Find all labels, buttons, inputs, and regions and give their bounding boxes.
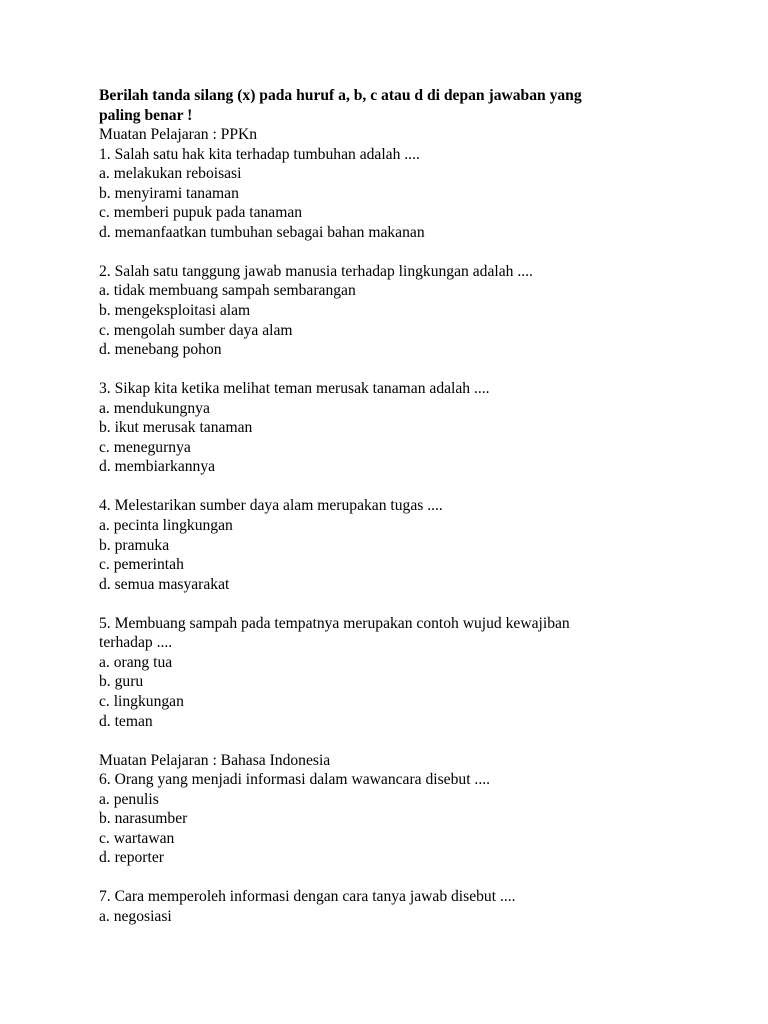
answer-option: b. ikut merusak tanaman [99,419,253,437]
question-spacer [99,594,699,614]
question-spacer [99,477,699,497]
question-block [99,770,699,868]
question-text: 2. Salah satu tanggung jawab manusia terhadap lingkungan adalah .... [99,262,533,280]
subject-section [99,751,699,927]
answer-option: a. penulis [99,790,159,808]
question-text: 6. Orang yang menjadi informasi dalam wawancara disebut .... [99,771,491,789]
sections-container [99,125,699,926]
answer-option: c. pemerintah [99,556,184,574]
answer-option: a. orang tua [99,653,173,671]
question-text: 3. Sikap kita ketika melihat teman merusak tanaman adalah .... [99,380,490,398]
question-block [99,614,699,731]
question-block [99,496,699,594]
answer-option: b. menyirami tanaman [99,184,239,202]
question-block [99,379,699,477]
answer-option: b. pramuka [99,536,170,554]
question-block [99,262,699,360]
answer-option: a. melakukan reboisasi [99,165,242,183]
answer-option: b. mengeksploitasi alam [99,302,251,320]
answer-option: d. menebang pohon [99,341,222,359]
answer-option: b. narasumber [99,810,188,828]
answer-option: d. teman [99,712,153,730]
answer-option: a. negosiasi [99,907,172,925]
answer-option: a. mendukungnya [99,399,210,417]
answer-option: a. tidak membuang sampah sembarangan [99,282,356,300]
section-spacer [99,731,699,751]
answer-option: c. menegurnya [99,438,191,456]
instruction-line-1: Berilah tanda silang (x) pada huruf a, b, c atau d di depan jawaban yang [99,87,582,104]
question-text: 7. Cara memperoleh informasi dengan cara tanya jawab disebut .... [99,888,516,906]
question-block [99,887,699,926]
subject-section [99,125,699,731]
answer-option: d. memanfaatkan tumbuhan sebagai bahan makanan [99,223,425,241]
question-text: terhadap .... [99,634,173,652]
question-spacer [99,360,699,380]
worksheet-page [99,86,699,927]
answer-option: c. mengolah sumber daya alam [99,321,293,339]
question-block [99,145,699,243]
answer-option: c. lingkungan [99,692,184,710]
question-text: 5. Membuang sampah pada tempatnya merupakan contoh wujud kewajiban [99,614,570,632]
answer-option: d. reporter [99,849,164,867]
section-heading: Muatan Pelajaran : Bahasa Indonesia [99,751,331,769]
section-heading: Muatan Pelajaran : PPKn [99,126,258,144]
question-spacer [99,242,699,262]
question-spacer [99,868,699,888]
instruction-line-2: paling benar ! [99,106,193,124]
answer-option: b. guru [99,673,144,691]
answer-option: a. pecinta lingkungan [99,517,233,535]
answer-option: c. memberi pupuk pada tanaman [99,204,303,222]
question-text: 1. Salah satu hak kita terhadap tumbuhan adalah .... [99,145,420,163]
answer-option: d. semua masyarakat [99,575,230,593]
answer-option: d. membiarkannya [99,458,216,476]
answer-option: c. wartawan [99,829,175,847]
question-text: 4. Melestarikan sumber daya alam merupakan tugas .... [99,497,443,515]
